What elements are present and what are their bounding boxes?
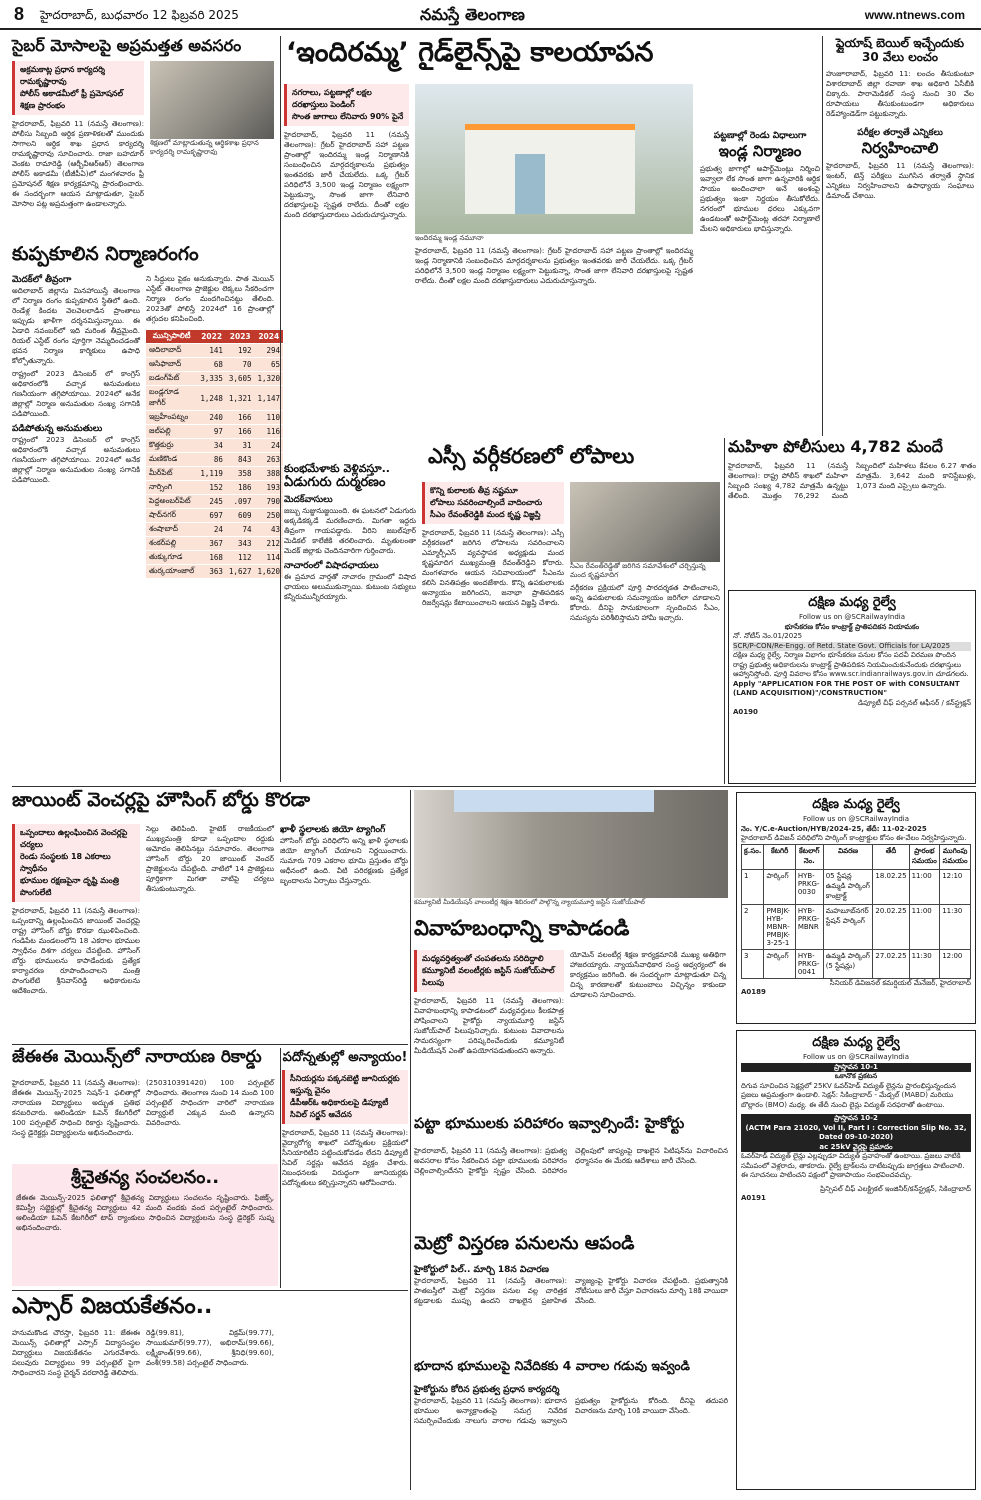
table-cell: 3,605: [226, 372, 255, 386]
table-cell: 1,321: [226, 386, 255, 411]
table-cell: 12:10: [940, 869, 971, 904]
sri-chaitanya-article: [12, 1164, 278, 1286]
table-cell: 1,620: [255, 565, 284, 579]
ad-code: A0190: [733, 708, 758, 716]
table-cell: 31: [226, 439, 255, 453]
website-link[interactable]: www.ntnews.com: [864, 8, 965, 22]
table-cell: 3: [742, 949, 764, 978]
ad-sign: డిప్యూటీ చీఫ్ పర్సనల్ ఆఫీసర్ / కన్‌స్ట్రక్షన్: [858, 698, 971, 707]
table-cell: 388: [255, 467, 284, 481]
col-header: క్ర.సం.: [742, 844, 764, 869]
ad-body: దక్షిణ మధ్య రైల్వే, నిర్మాణ విభాగం భూసేకరణ పనుల కోసం పదవీ విరమణ పొందిన రాష్ట్ర ప్రభుత్వ అధికారులను కాంట్రాక్ట్ ప్రాతిపదికన నియమించుకునేందుకు దరఖాస్తులు ఆహ్వానిస్తోంది. పూర్తి వివరాల కోసం www.scr.indianrailways.gov.in చూడగలరు.: [733, 651, 969, 678]
bullet: కొన్ని కులాలకు తీవ్ర నష్టమూ: [430, 486, 518, 495]
article-body: హైదరాబాద్, ఫిబ్రవరి 11 (నమస్తే తెలంగాణ): వైద్యారోగ్య శాఖలో పదోన్నతుల ప్రక్రియలో సీనియారిటీని పట్టించుకోవడం లేదని డిప్యూటీ సివిల్ సర్జన్లు ఆవేదన వ్యక్తం చేశారు. నిబంధనలకు విరుద్ధంగా జూనియర్లకు పదోన్నతులు కల్పిస్తున్నారని ఆరోపించారు.: [282, 1127, 408, 1187]
article-body-2: రాష్ట్రంలో 2023 డిసెంబర్ లో కాంగ్రెస్ అధికారంలోకి వచ్చాక అనుమతులు గణనీయంగా తగ్గిపోయాయి. 2024లో అనేక జిల్లాల్లో నిర్మాణ అనుమతుల సంఖ్య సగానికి పడిపోయింది.: [12, 369, 140, 418]
table-cell: 1,248: [197, 386, 226, 411]
bullets: [12, 824, 140, 902]
sc-headline-box: [428, 444, 718, 476]
bullet: రెండు సంస్థలకు 18 ఎకరాలు స్వాధీనం: [20, 852, 111, 873]
row-divider: [12, 786, 976, 787]
metro-headline-box: [414, 1234, 728, 1260]
table-cell: 168: [197, 551, 226, 565]
ad-notice-1-sub: ఒకానొక ప్రకటన: [834, 1072, 878, 1080]
table-cell: HYB-PRKG-0030: [795, 869, 823, 904]
headline: ‘ఇందిరమ్మ’ గైడ్‌లైన్స్‌పై కాలయాపన: [286, 37, 654, 68]
table-cell: 250: [255, 509, 284, 523]
subhead: ఖాళీ స్థలాలకు జియో ట్యాగింగ్: [280, 825, 386, 835]
bullet: నగరాలు, పట్టణాల్లో లక్షల దరఖాస్తులు పెండింగ్: [292, 88, 372, 109]
meeting-photo: [414, 790, 728, 898]
table-cell: 116: [255, 425, 284, 439]
table-row: [146, 523, 283, 537]
sub-headline: ఏడుగురు దుర్మరణం: [284, 475, 386, 491]
table-cell: 110: [255, 411, 284, 425]
table-row: [146, 537, 283, 551]
sr-article: [12, 1328, 274, 1428]
table-cell: 24: [197, 523, 226, 537]
table-cell: ఆదిలాబాద్: [146, 344, 197, 358]
bullet: డీపీఆర్‌ఓ అధికారులపై డిప్యూటీ సివిల్ సర్జన్ ఆవేదన: [290, 1097, 389, 1119]
table-cell: 358: [226, 467, 255, 481]
table-cell: 68: [197, 358, 226, 372]
table-cell: శంకర్‌పల్లి: [146, 537, 197, 551]
col-header: కేటలాగ్ నెం.: [795, 844, 823, 869]
table-cell: బండ్లగూడ జాగీర్: [146, 386, 197, 411]
bullet: అక్రమకాట్ల ప్రధాన కార్యదర్శి రామకృష్ణారావు: [20, 65, 105, 87]
col-header: ప్రారంభ సమయం: [909, 844, 940, 869]
article-body: హైదరాబాద్, ఫిబ్రవరి 11 (నమస్తే తెలంగాణ): ఎస్సీ వర్గీకరణలో జరిగిన లోపాలను సవరించాలని ఎమ్మార్పీఎస్ వ్యవస్థాపక అధ్యక్షుడు మంద కృష్ణమాదిగ ముఖ్యమంత్రి రేవంత్‌రెడ్డిని కోరారు. మంగళవారం ఆయన సచివాలయంలో సీఎంను కలిసి వినతిపత్రం అందజేశారు. కొన్ని ఉపకులాలకు అన్యాయం జరిగిందని, జనాభా ప్రాతిపదికన రిజర్వేషన్లు కేటాయించాలని ఆయన విజ్ఞప్తి చేశారు.: [422, 528, 564, 607]
article-body: హైదరాబాద్, ఫిబ్రవరి 11 (నమస్తే తెలంగాణ): వివాహబంధాన్ని కాపాడటంలో మధ్యవర్తులు కీలకపాత్ర పోషించాలని హైకోర్టు న్యాయమూర్తి జస్టిస్ సుజోయ్‌పాల్ పిలుపునిచ్చారు. కుటుంబ వివాదాలను సామరస్యంగా పరిష్కరించేందుకు కమ్యూనిటీ మీడియేషన్ ఎంతో ఉపయోగపడుతుందని అన్నారు.: [414, 996, 564, 1055]
table-cell: 166: [226, 425, 255, 439]
bhoodan-headline-box: [414, 1358, 728, 1382]
bullet: ఒప్పందాలు ఉల్లంఘించిన వెంచర్లపై చర్యలు: [20, 828, 128, 849]
table-cell: 1,320: [255, 372, 284, 386]
table-cell: తుక్కుగూడ: [146, 551, 197, 565]
table-row: [146, 358, 283, 372]
assigned-headline-box: [414, 1116, 728, 1142]
bullets: [284, 84, 409, 126]
photo-caption: ఇందిరమ్మ ఇండ్ల నమూనా: [415, 234, 484, 242]
table-cell: బడంగ్‌పేట్: [146, 372, 197, 386]
article-body: జబ్బు నుజ్జునుజ్జయింది. ఈ ఘటనలో ఏడుగురు అక్కడికక్కడే మరణించారు. మిగతా ఇద్దరు తీవ్రంగా గాయపడ్డారు. వీరిని జబల్‌పూర్ మెడికల్ కాలేజీకి తరలించారు. మృతులంతా మెదక్ జిల్లాకు చెందినవారిగా గుర్తించారు.: [284, 505, 416, 555]
ad-title: దక్షిణ మధ్య రైల్వే: [812, 1035, 900, 1050]
article-body: హైదరాబాద్, ఫిబ్రవరి 11 (నమస్తే తెలంగాణ): ఒప్పందాన్ని ఉల్లంఘించిన జాయింట్ వెంచర్లపై రాష్ట్ర హౌసింగ్ బోర్డు కొరడా ఝుళిపించింది. గండిపేట మండలంలోని 18 ఎకరాల భూముల స్వాధీనం దిశగా చర్యలు చేపట్టింది. హౌసింగ్ బోర్డు భూములను కాపాడేందుకు ప్రత్యేక కార్యాచరణ రూపొందించాలని మంత్రి పొంగులేటి శ్రీనివాస్‌రెడ్డి అధికారులను ఆదేశించారు.: [12, 906, 140, 995]
table-cell: 34: [197, 439, 226, 453]
construction-article: [12, 274, 281, 774]
ad-follow[interactable]: Follow us on @SCRailwayIndia: [803, 1053, 909, 1061]
table-cell: 65: [255, 358, 284, 372]
table-cell: .097: [226, 495, 255, 509]
col-header: వివరణ: [823, 844, 873, 869]
column-divider: [822, 36, 823, 436]
sidebar-kicker: పట్టణాల్లో రెండు విధాలుగా: [713, 131, 807, 141]
table-row: [146, 425, 283, 439]
table-cell: 141: [197, 344, 226, 358]
masthead: నమస్తే తెలంగాణ: [420, 5, 525, 24]
bullets: [12, 61, 144, 115]
ad-notice: నో. నోటీస్ నెం.01/2025: [733, 632, 803, 640]
table-cell: 186: [226, 481, 255, 495]
table-cell: 843: [226, 453, 255, 467]
col-header: కేటగిరీ: [764, 844, 795, 869]
headline: ఫ్లైయాష్ బెయిల్ ఇచ్చేందుకు 30 వేలు లంచం: [835, 36, 965, 65]
ad-notice-2-sub: ac 25kV వైర్లపై ప్రమాదం: [741, 1143, 971, 1153]
article-body-col2: ని సిద్ధులు పైకం అనుకున్నారు. పాత మెయిన్ ఎస్టేట్ తెలంగాణ ప్రాజెక్టుల లెక్కలు సేకరించగా నిర్మాణ రంగం మందగించినట్టు తేలింది. 2023తో పోలిస్తే 2024లో 16 ప్రాంతాల్లో తగ్గుదల కనిపించింది.: [146, 274, 274, 323]
kicker: హైకోర్టులో పిల్.. మార్చి 18న విచారణ: [414, 1265, 549, 1275]
headline: కుంభమేళాకు వెళ్లివస్తూ..: [284, 462, 390, 475]
marriage-headline-box: [414, 916, 728, 946]
table-cell: పెద్దఅంబర్‌పేట్: [146, 495, 197, 509]
table-cell: 790: [255, 495, 284, 509]
metro-article: [414, 1264, 728, 1354]
ad-sign: ప్రిన్సిపల్ చీఫ్ ఎలక్ట్రికల్ ఇంజినీర్/కన్‌స్ట్రక్షన్, సికింద్రాబాద్: [820, 1184, 971, 1193]
table-cell: HYB-PRKG-0041: [795, 949, 823, 978]
table-cell: 74: [226, 523, 255, 537]
sub-headline: నిర్వహించాలి: [861, 138, 939, 157]
indiramma-sidebar: [700, 130, 820, 450]
table-cell: ఆసిఫాబాద్: [146, 358, 197, 372]
ad-sign: సీనియర్ డివిజనల్ కమర్షియల్ మేనేజర్, హైదరాబాద్: [829, 978, 971, 987]
house-photo: [415, 84, 693, 234]
construction-headline-box: [12, 244, 280, 264]
ad-notice-2-ref: (ACTM Para 21020, Vol II, Part I : Correction Slip No. 32, Dated 09-10-2020): [741, 1124, 971, 1143]
article-body-continued: హైదరాబాద్, ఫిబ్రవరి 11 (నమస్తే తెలంగాణ): గ్రేటర్ హైదరాబాద్ సహా పట్టణ ప్రాంతాల్లో ఇందిరమ్మ ఇండ్ల నిర్మాణానికి సంబంధించిన మార్గదర్శకాలను ప్రభుత్వం ఇంతవరకు జారీ చేయలేదు. ఒక్క గ్రేటర్ పరిధిలోనే 3,500 ఇండ్ల నిర్మాణం లక్ష్యంగా పెట్టుకున్నా, సొంత జాగా లేనివారి దరఖాస్తులపై స్పష్టత రాలేదు. దీంతో లక్షల మంది దరఖాస్తుదారులు ఎదురుచూస్తున్నారు.: [415, 246, 693, 285]
table-cell: నార్సింగి: [146, 481, 197, 495]
promotions-article: [282, 1050, 408, 1290]
ad-title: దక్షిణ మధ్య రైల్వే: [808, 595, 896, 610]
table-cell: తుర్కయాంజాల్: [146, 565, 197, 579]
headline: జాయింట్ వెంచర్లపై హౌసింగ్ బోర్డు కొరడా: [12, 789, 311, 811]
column-divider: [280, 36, 281, 782]
table-cell: 1,147: [255, 386, 284, 411]
table-row: [146, 565, 283, 579]
table-cell: శంషాబాద్: [146, 523, 197, 537]
ad-follow[interactable]: Follow us on @SCRailwayIndia: [803, 815, 909, 823]
table-cell: 24: [255, 439, 284, 453]
table-row: [146, 439, 283, 453]
table-row: [146, 467, 283, 481]
column-divider: [280, 1048, 281, 1288]
table-cell: 609: [226, 509, 255, 523]
table-row: [146, 551, 283, 565]
bullets: [414, 950, 564, 992]
table-row: [146, 372, 283, 386]
article-body: హైదరాబాద్, ఫిబ్రవరి 11 (నమస్తే తెలంగాణ): జేఈఈ మెయిన్స్-2025 సెషన్-1 ఫలితాల్లో నారాయణ విద్యార్థులు అద్భుత ప్రతిభ కనబరిచారు. ఆలిండియా ఓపెన్ కేటగిరీలో 100 పర్సంటైల్ సాధించి రికార్డు సృష్టించారు. సంస్థ డైరెక్టర్లు విద్యార్థులను అభినందించారు.: [12, 1078, 140, 1137]
headline: శ్రీచైతన్య సంచలనం..: [70, 1167, 220, 1188]
headline: సైబర్ మోసాలపై అప్రమత్తత అవసరం: [12, 36, 242, 55]
meeting-photo: [570, 482, 720, 562]
table-row: [146, 344, 283, 358]
table-cell: 97: [197, 425, 226, 439]
article-body-3: రాష్ట్రంలో 2023 డిసెంబర్ లో కాంగ్రెస్ అధికారంలోకి వచ్చాక అనుమతులు గణనీయంగా తగ్గిపోయాయి. 2024లో అనేక జిల్లాల్లో నిర్మాణ అనుమతుల సంఖ్య సగానికి పడిపోయింది.: [12, 435, 140, 484]
table-cell: 114: [255, 551, 284, 565]
bhoodan-article: [414, 1384, 728, 1488]
headline: పదోన్నతుల్లో అన్యాయం!: [282, 1050, 408, 1065]
table-cell: 294: [255, 344, 284, 358]
table-row: [146, 481, 283, 495]
table-cell: పార్కింగ్: [764, 869, 795, 904]
table-cell: 240: [197, 411, 226, 425]
sc-article: [422, 482, 722, 780]
article-body-2: ఈ ప్రమాద వార్తతో నాచారం గ్రామంలో విషాద ఛాయలు అలుముకున్నాయి. కుటుంబ సభ్యులు కన్నీరుమున్నీరయ్యారు.: [284, 571, 416, 601]
table-row: [742, 904, 971, 949]
table-cell: 11:30: [909, 949, 940, 978]
meeting-photo-block: [414, 790, 728, 910]
table-cell: 05 స్టేషన్ల ఉమ్మడి పార్కింగ్ కాంట్రాక్ట్: [823, 869, 873, 904]
sub-kicker: పరీక్షల తర్వాతే ఎన్నికలు: [857, 127, 943, 138]
article-body: హైదరాబాద్, ఫిబ్రవరి 11 (నమస్తే తెలంగాణ): రాష్ట్ర పోలీస్ శాఖలో మహిళా సిబ్బంది సంఖ్య 4,782 మాత్రమే ఉన్నట్టు తేలింది. మొత్తం 76,292 మంది సిబ్బందిలో మహిళలు కేవలం 6.27 శాతం మాత్రమే. 3,642 మంది కానిస్టేబుళ్లు, 1,073 మంది ఎస్సైలు ఉన్నారు.: [728, 461, 976, 501]
table-cell: 12:00: [940, 949, 971, 978]
table-cell: కొత్తకుర్రు: [146, 439, 197, 453]
headline: జేఈఈ మెయిన్స్‌లో నారాయణ రికార్డు: [12, 1047, 262, 1067]
ad-code: A0191: [741, 1194, 766, 1202]
bullet: పోలీస్ అకాడమీలో ఫ్రీ ప్రమోషనల్ శిక్షణ ప్రారంభం: [20, 89, 124, 111]
photo-caption: కమ్యూనిటీ మీడియేషన్ వాలంటీర్ల శిక్షణ శిబిరంలో పాల్గొన్న న్యాయమూర్తి జస్టిస్ సుజోయ్‌పాల్: [414, 898, 645, 906]
ad-notice-1-body: దిగువ సూచించిన సెక్షన్లలో 25KV ఓవర్‌హెడ్ విద్యుత్ లైన్లను ప్రారంభిస్తున్నందున ప్రజలు అప్రమత్తంగా ఉండాలి. సెక్షన్: సికింద్రాబాద్ - మేడ్చల్ (MABD) మరియు బొల్లారం (BMO) మధ్య. ఈ తేదీ నుంచి లైన్లు విద్యుత్ సరఫరాతో ఉంటాయి.: [741, 1081, 956, 1109]
table-cell: 18.02.25: [873, 869, 909, 904]
article-body-2: యోమెన్ వలంటీర్ల శిక్షణ కార్యక్రమానికి ముఖ్య అతిథిగా హాజరయ్యారు. న్యాయసేవాధికార సంస్థ ఆధ్వర్యంలో ఈ కార్యక్రమం జరిగింది. ఈ సందర్భంగా మాట్లాడుతూ చిన్న చిన్న కారణాలతో కుటుంబాలు విచ్ఛిన్నం కాకుండా చూడాలని సూచించారు.: [570, 950, 726, 999]
headline: మెట్రో విస్తరణ పనులను ఆపండి: [414, 1233, 635, 1254]
bullet: సీనియర్లను పక్కనబెట్టి జూనియర్లకు ఇస్తున్న వైనం: [290, 1073, 400, 1095]
table-cell: 697: [197, 509, 226, 523]
headline: ఎస్సార్ విజయకేతనం..: [12, 1294, 213, 1319]
table-cell: 70: [226, 358, 255, 372]
table-cell: 363: [197, 565, 226, 579]
subhead: నాచారంలో విషాదఛాయలు: [284, 560, 379, 571]
ad-code: A0189: [741, 988, 766, 996]
ad-intro: హైదరాబాద్ డివిజన్ పరిధిలోని పార్కింగ్ కాంట్రాక్టుల కోసం ఈ-వేలం నిర్వహిస్తున్నారు.: [741, 834, 967, 842]
article-body: జేఈఈ మెయిన్స్-2025 ఫలితాల్లో శ్రీచైతన్య విద్యార్థులు సంచలనం సృష్టించారు. ఫిజిక్స్, కెమిస్ట్రీ సబ్జెక్టుల్లో శ్రీచైతన్య విద్యార్థులు 42 మంది వందకు వంద పర్సంటైల్ సాధించారు. ఆలిండియా ఓపెన్ కేటగిరీలో టాప్ ర్యాంకులు సాధించిన విద్యార్థులను సంస్థ డైరెక్టర్ సుష్మ అభినందించారు.: [16, 1192, 274, 1232]
dateline: హైదరాబాద్, బుధవారం 12 ఫిబ్రవరి 2025: [40, 8, 239, 22]
table-cell: 43: [255, 523, 284, 537]
table-cell: 1: [742, 869, 764, 904]
bullet: కమ్యూనిటీ వలంటీర్లకు జస్టిస్ సుజోయ్‌పాల్ పిలుపు: [422, 966, 555, 987]
col-header: 2024: [255, 330, 284, 344]
bullet: లోపాలు సవరించాల్సిందే వాదించారు: [430, 498, 543, 507]
headline: పట్టా భూములకు పరిహారం ఇవ్వాల్సిందే: హైకోర్టు: [414, 1116, 685, 1132]
article-body: హుజూరాబాద్, ఫిబ్రవరి 11: లంచం తీసుకుంటూ విశారదాబాద్ జిల్లా రవాణా శాఖ అధికారి ఏసీబీకి చిక్కారు. పారామెడికల్ సంస్థ నుంచి 30 వేల రూపాయలు తీసుకుంటుండగా అధికారులు రెడ్‌హ్యాండెడ్‌గా పట్టుకున్నారు.: [826, 68, 974, 118]
kicker: హైకోర్టును కోరిన ప్రభుత్వ ప్రధాన కార్యదర్శి: [414, 1385, 560, 1395]
ad-title: దక్షిణ మధ్య రైల్వే: [812, 797, 900, 812]
table-row: [146, 509, 283, 523]
headline: వివాహబంధాన్ని కాపాడండి: [414, 916, 630, 940]
table-cell: HYB-PRKG-MBNR: [795, 904, 823, 949]
table-cell: 2: [742, 904, 764, 949]
col-header: ముగింపు సమయం: [940, 844, 971, 869]
ad-notice-1-title: ప్రాస్తావన 10-1: [741, 1063, 971, 1073]
table-cell: 1,627: [226, 565, 255, 579]
kicker: మెదక్‌లో తీవ్రంగా: [12, 275, 72, 285]
table-cell: 11:00: [909, 904, 940, 949]
table-cell: 152: [197, 481, 226, 495]
railway-ad-eauction: [736, 792, 976, 1024]
article-body: హైదరాబాద్, ఫిబ్రవరి 11 (నమస్తే తెలంగాణ): భూదాన భూముల అన్యాక్రాంతంపై సమగ్ర నివేదిక సమర్పించేందుకు నాలుగు వారాల గడువు ఇవ్వాలని ప్రభుత్వం హైకోర్టును కోరింది. దీనిపై తదుపరి విచారణను మార్చి 10కి వాయిదా వేసింది.: [414, 1396, 728, 1425]
ad-ref: SCR/P-CON/Re-Engg. of Retd. State Govt. Officials for LA/2025: [733, 642, 971, 652]
speaker-photo: [150, 61, 274, 139]
bullets: [282, 1070, 408, 1124]
col-header: 2022: [197, 330, 226, 344]
table-cell: 192: [226, 344, 255, 358]
article-body-3: హౌసింగ్ బోర్డు పరిధిలోని అన్ని ఖాళీ స్థలాలకు జియో ట్యాగింగ్ చేయాలని నిర్ణయించారు. సుమారు 709 ఎకరాల భూమి ప్రస్తుతం బోర్డు ఆధీనంలో ఉంది. వీటి పరిరక్షణకు ప్రత్యేక బృందాలను ఏర్పాటు చేస్తున్నారు.: [280, 836, 408, 885]
table-cell: 20.02.25: [873, 904, 909, 949]
bullet: మధ్యవర్తిత్వంతో చంపతలను సరిదిద్దాలి: [422, 954, 544, 963]
railway-ad-electrification: [736, 1030, 976, 1490]
bullet: సీఎం రేవంత్‌రెడ్డికి మంద కృష్ణ విజ్ఞప్తి: [430, 510, 541, 519]
table-cell: 86: [197, 453, 226, 467]
column-divider: [410, 790, 411, 1490]
article-body: హైదరాబాద్, ఫిబ్రవరి 11 (నమస్తే తెలంగాణ): ప్రభుత్వ అవసరాల కోసం సేకరించిన పట్టా భూములకు పరిహారం చెల్లించాల్సిందేనని హైకోర్టు స్పష్టం చేసింది. పరిహారం చెల్లింపులో జాప్యంపై దాఖలైన పిటిషన్‌ను విచారించిన ధర్మాసనం ఈ మేరకు ఆదేశాలు జారీ చేసింది.: [414, 1146, 728, 1175]
bullet: భూముల రక్షణపైనా దృష్టి మంత్రి పొంగులేటి: [20, 876, 119, 897]
subhead: పడిపోతున్న అనుమతులు: [12, 424, 103, 434]
indiramma-article: [284, 84, 694, 456]
table-cell: 263: [255, 453, 284, 467]
table-cell: మీర్‌పేట్: [146, 467, 197, 481]
row-divider: [12, 1290, 408, 1291]
table-row: [146, 411, 283, 425]
table-cell: మణికొండ: [146, 453, 197, 467]
sub-body: హైదరాబాద్, ఫిబ్రవరి 11 (నమస్తే తెలంగాణ): ఇంటర్, టెన్త్ పరీక్షలు ముగిసిన తర్వాతే స్థానిక ఎన్నికలు నిర్వహించాలని ఉపాధ్యాయ సంఘాలు డిమాండ్ చేశాయి.: [826, 160, 974, 200]
photo-caption: సీఎం రేవంత్‌రెడ్డితో జరిగిన సమావేశంలో చర్చిస్తున్న మంద కృష్ణమాదిగ: [570, 562, 706, 579]
article-body: హైదరాబాద్, ఫిబ్రవరి 11 (నమస్తే తెలంగాణ): పోలీసు సిబ్బంది ఆర్థిక ప్రణాళికలతో ముందుకు సాగాలని ఆర్థిక శాఖ ప్రధాన కార్యదర్శి రామకృష్ణారావు సూచించారు. రాజా బహదూర్ వెంకట రామారెడ్డి (ఆర్బీవీఆర్ఆర్) తెలంగాణ పోలీస్ అకాడమీ (టీజీపీఏ)లో మంగళవారం ఫ్రీ ప్రమోషనల్ శిక్షణ కార్యక్రమాన్ని ప్రారంభించారు. ఈ సందర్భంగా ఆయన మాట్లాడుతూ, సైబర్ మోసాల పట్ల అప్రమత్తంగా ఉండాలన్నారు.: [12, 119, 144, 209]
page-header: [0, 0, 981, 30]
permits-table: [146, 330, 283, 579]
ad-ref: నెం. Y/C.e-Auction/HYB/2024-25, తేదీ: 11-02-2025: [741, 824, 927, 833]
article-body: హైదరాబాద్, ఫిబ్రవరి 11 (నమస్తే తెలంగాణ): గ్రేటర్ హైదరాబాద్ సహా పట్టణ ప్రాంతాల్లో ఇందిరమ్మ ఇండ్ల నిర్మాణానికి సంబంధించిన మార్గదర్శకాలను ప్రభుత్వం ఇంతవరకు జారీ చేయలేదు. ఒక్క గ్రేటర్ పరిధిలోనే 3,500 ఇండ్ల నిర్మాణం లక్ష్యంగా పెట్టుకున్నా, సొంత జాగా లేనివారి దరఖాస్తులపై స్పష్టత రాలేదు. దీంతో లక్షల మంది దరఖాస్తుదారులు ఎదురుచూస్తున్నారు.: [284, 130, 409, 219]
headline: భూదాన భూములపై నివేదికకు 4 వారాల గడువు ఇవ్వండి: [414, 1358, 690, 1373]
article-body-2: సెల్లు తెలిపింది. హైటెక్ రాజకీయంలో ముఖ్యమంత్రి కూడా ఒప్పందాల రద్దుకు ఆమోదం తెలిపినట్టు సమాచారం. తెలంగాణ హౌసింగ్ బోర్డు 20 జాయింట్ వెంచర్ ప్రాజెక్టులను చేపట్టింది. వాటిలో 14 ప్రాజెక్టులు పూర్తికాగా మిగతా వాటిపై చర్యలు తీసుకుంటున్నారు.: [146, 824, 274, 893]
table-cell: 367: [197, 537, 226, 551]
article-body-2: వర్గీకరణ ప్రక్రియలో పూర్తి పారదర్శకత పాటించాలని, అన్ని ఉపకులాలకు సమన్యాయం జరిగేలా చూడాలని కోరారు. దీనిపై సానుకూలంగా స్పందించిన సీఎం, సమస్యను పరిశీలిస్తామని హామీ ఇచ్చారు.: [570, 583, 720, 622]
article-body: హైదరాబాద్, ఫిబ్రవరి 11 (నమస్తే తెలంగాణ): పాతబస్తీలో మెట్రో విస్తరణ పనుల వల్ల చారిత్రక కట్టడాలకు ముప్పు ఉందని దాఖలైన ప్రజాహిత వ్యాజ్యంపై హైకోర్టు విచారణ చేపట్టింది. ప్రభుత్వానికి నోటీసులు జారీ చేస్తూ విచారణను మార్చి 18కి వాయిదా వేసింది.: [414, 1276, 728, 1305]
table-row: [742, 949, 971, 978]
table-cell: PMBJK-HYB-MBNR-PMBJK-3-25-1: [764, 904, 795, 949]
ad-follow[interactable]: Follow us on @SCRailwayIndia: [799, 613, 905, 621]
row-divider: [12, 1044, 408, 1045]
col-header: 2023: [226, 330, 255, 344]
cyber-article: [12, 36, 274, 236]
sidebar-headline: ఇండ్ల నిర్మాణం: [718, 142, 802, 160]
indiramma-headline-box: [286, 38, 696, 82]
headline: ఎస్సీ వర్గీకరణలో లోపాలు: [428, 444, 635, 468]
women-police-article: [728, 438, 976, 588]
col-header: మున్సిపాలిటీ: [146, 330, 197, 344]
table-cell: ఇబ్రహీంపట్నం: [146, 411, 197, 425]
kicker: మెదక్‌వాసులు: [284, 494, 333, 505]
table-cell: 1,119: [197, 467, 226, 481]
article-body-2: (250310391420) 100 పర్సంటైల్ సాధించారు. తెలంగాణ నుంచి 14 మంది 100 పర్సంటైల్ సాధించగా వారిలో నారాయణ విద్యార్థులే ఎక్కువ మంది ఉన్నారని వివరించారు.: [146, 1078, 274, 1127]
table-cell: షాద్‌నగర్: [146, 509, 197, 523]
col-header: తేదీ: [873, 844, 909, 869]
ad-apply: Apply "APPLICATION FOR THE POST OF with CONSULTANT (LAND ACQUISITION)"/CONSTRUCTION": [733, 679, 960, 697]
table-cell: ఉమ్మడి పార్కింగ్ (5 స్టేషన్లు): [823, 949, 873, 978]
jee-article: [12, 1078, 274, 1158]
table-cell: 11:30: [940, 904, 971, 949]
table-cell: జల్‌పల్లి: [146, 425, 197, 439]
headline: మహిళా పోలీసులు 4,782 మందే: [728, 437, 943, 456]
auction-table: [741, 844, 971, 979]
table-cell: 212: [255, 537, 284, 551]
bribery-article: [826, 36, 974, 456]
ad-notice-2-title: ప్రాస్తావన 10-2: [741, 1114, 971, 1124]
photo-caption: శిక్షణలో మాట్లాడుతున్న ఆర్థికశాఖ ప్రధాన కార్యదర్శి రామకృష్ణారావు: [150, 139, 259, 157]
article-body: అదిలాబాద్ ‌జిల్లాను మినహాయిస్తే తెలంగాణ లో నిర్మాణ రంగం కుప్పకూలిన స్థితిలో ఉంది. రెండేళ్ల కిందట వెలవెలలాడిన ప్రాంతాలు ఇప్పుడు ఖాళీగా దర్శనమిస్తున్నాయి. ఈ ఏడాది నవంబర్‌లో ఇది మరింత తీవ్రమైంది. రియల్ ఎస్టేట్ రంగం పూర్తిగా నెమ్మదించడంతో భవన నిర్మాణ కార్మికులు ఉపాధి కోల్పోతున్నారు.: [12, 286, 140, 365]
table-row: [742, 869, 971, 904]
ad-subject: భూసేకరణ కోసం కాంట్రాక్ట్ ప్రాతిపదికన నియామకం: [784, 622, 920, 631]
table-cell: 27.02.25: [873, 949, 909, 978]
table-row: [146, 453, 283, 467]
bullets: [422, 482, 564, 524]
headline: కుప్పకూలిన నిర్మాణరంగం: [12, 243, 199, 265]
ad-notice-2-body: ఓవర్‌హెడ్ విద్యుత్ లైన్లు ఎల్లప్పుడూ విద్యుత్ ప్రవాహంతో ఉంటాయి. ప్రజలు వాటికి సమీపంలో వెళ్లరాదు, తాకరాదు. రైల్వే ట్రాక్‌లను దాటేటప్పుడు జాగ్రత్తలు పాటించాలి. ఈ సూచనలు పాటించని పక్షంలో ప్రాణాపాయం సంభవించవచ్చు.: [741, 1152, 965, 1179]
table-cell: పార్కింగ్: [764, 949, 795, 978]
column-divider: [724, 438, 725, 784]
table-cell: 11:00: [909, 869, 940, 904]
table-row: [146, 495, 283, 509]
marriage-article: [414, 950, 728, 1110]
table-row: [146, 386, 283, 411]
sr-headline-box: [12, 1294, 408, 1324]
table-cell: 112: [226, 551, 255, 565]
table-cell: 166: [226, 411, 255, 425]
kumbh-article: [284, 462, 416, 780]
housing-headline-box: [12, 790, 408, 818]
housing-article: [12, 824, 408, 1042]
bullet: సొంత జాగాలు లేనివారు 90% పైనే: [292, 112, 404, 121]
table-cell: 3,335: [197, 372, 226, 386]
table-cell: 343: [226, 537, 255, 551]
table-cell: 193: [255, 481, 284, 495]
article-body-2: రెడ్డి(99.81), విక్రమ్(99.77), సాయికుమార్(99.77), అభిరామ్(99.66), లక్ష్మీకాంత్(99.66), శ్రీనిధి(99.60), వంశీ(99.58) పర్సంటైల్ సాధించారు.: [146, 1328, 274, 1367]
sidebar-body: ప్రభుత్వ జాగాల్లో అపార్ట్‌మెంట్లు నిర్మించి ఇవ్వాలా లేక సొంత జాగా ఉన్నవారికి ఆర్థిక సాయం అందించాలా అనే అంశంపై ప్రభుత్వం ఇంకా నిర్ణయం తీసుకోలేదు. నగరంలో భూముల ధరలు ఎక్కువగా ఉండటంతో అపార్ట్‌మెంట్ల తరహా నిర్మాణాలే మేలని అధికారులు భావిస్తున్నారు.: [700, 164, 820, 233]
table-cell: 245: [197, 495, 226, 509]
page-number: 8: [14, 4, 25, 24]
assigned-article: [414, 1146, 728, 1228]
railway-ad-recruitment: [728, 590, 976, 784]
table-cell: మహబూబ్‌నగర్ స్టేషన్ పార్కింగ్: [823, 904, 873, 949]
article-body: హనుమకొండ చౌరస్తా, ఫిబ్రవరి 11: జేఈఈ మెయిన్స్ ఫలితాల్లో ఎస్సార్ విద్యాసంస్థల విద్యార్థులు విజయకేతనం ఎగురవేశారు. పలువురు విద్యార్థులు 99 పర్సంటైల్ పైగా సాధించారని సంస్థ చైర్మన్ వరదారెడ్డి తెలిపారు.: [12, 1328, 140, 1377]
